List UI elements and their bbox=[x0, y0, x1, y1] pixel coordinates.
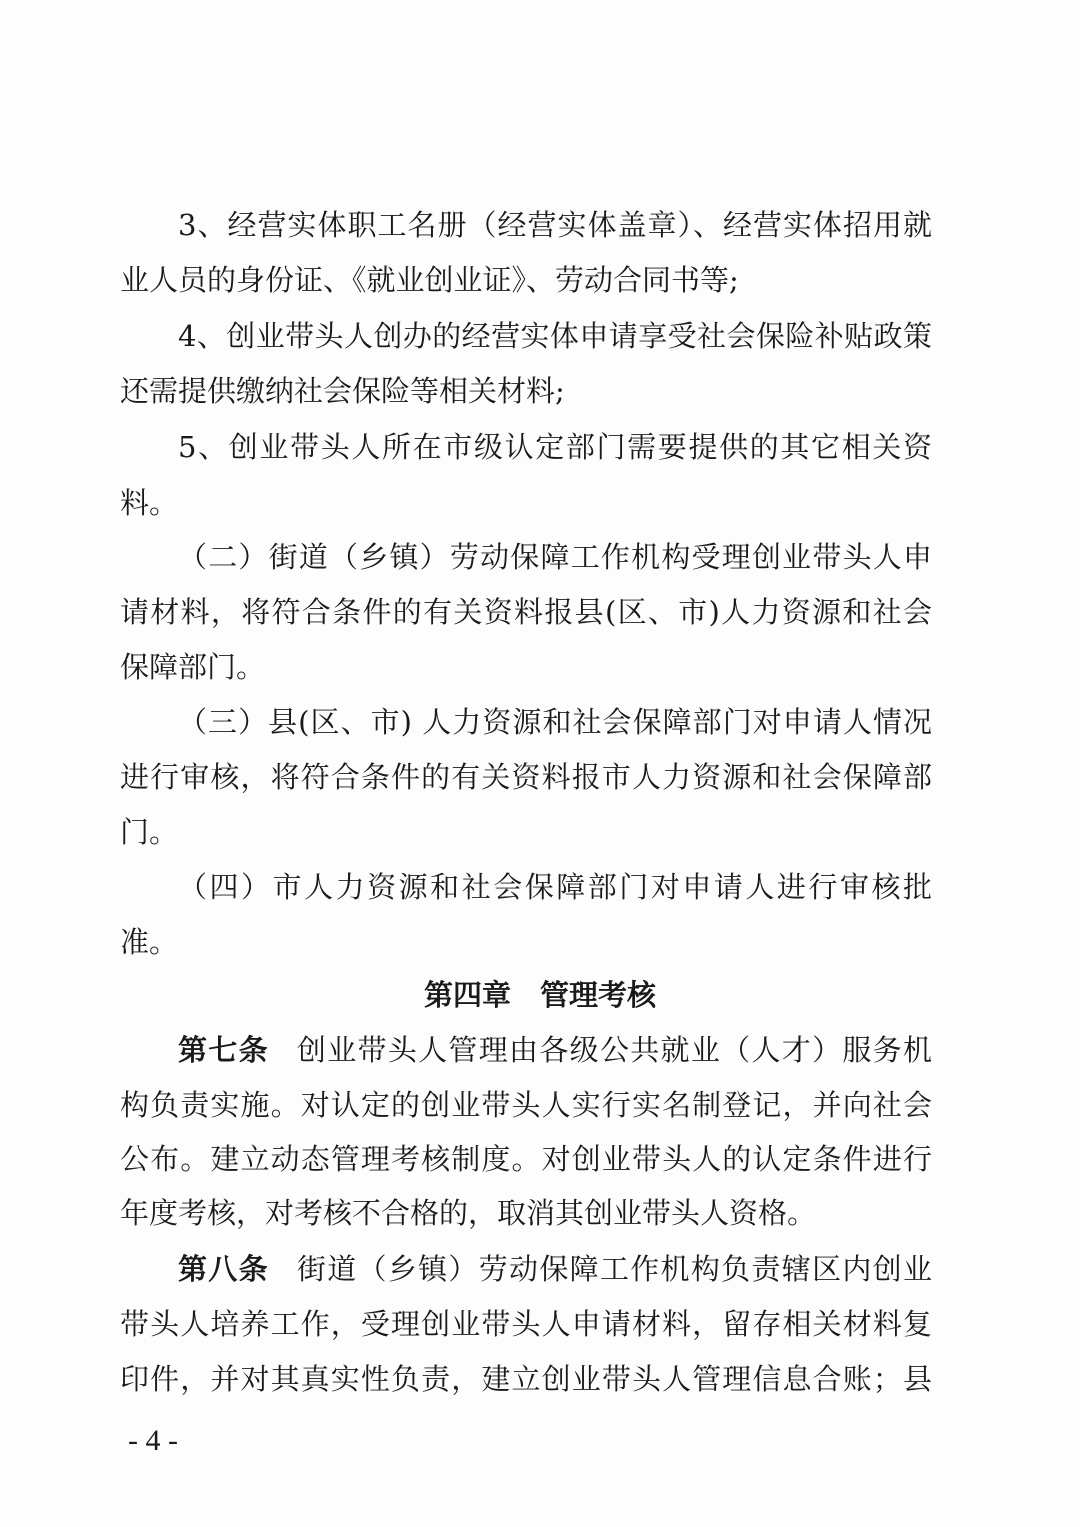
article-8-label: 第八条 bbox=[178, 1252, 269, 1286]
item-4-line-2: 还需提供缴纳社会保险等相关材料; bbox=[120, 374, 565, 408]
step-2-line-1: （二）街道（乡镇）劳动保障工作机构受理创业带头人申 bbox=[178, 540, 932, 574]
step-4-line-1: （四）市人力资源和社会保障部门对申请人进行审核批 bbox=[178, 870, 932, 904]
item-3-line-2: 业人员的身份证、《就业创业证》、劳动合同书等; bbox=[120, 263, 739, 297]
article-7-line-4: 年度考核，对考核不合格的，取消其创业带头人资格。 bbox=[120, 1196, 817, 1230]
step-3-line-2: 进行审核，将符合条件的有关资料报市人力资源和社会保障部 bbox=[120, 760, 932, 794]
item-5-line-2: 料。 bbox=[120, 486, 179, 520]
step-2-line-2: 请材料，将符合条件的有关资料报县(区、市)人力资源和社会 bbox=[120, 595, 932, 629]
item-3-line-1: 3、经营实体职工名册（经营实体盖章）、经营实体招用就 bbox=[178, 208, 932, 242]
article-8-line-2: 带头人培养工作，受理创业带头人申请材料，留存相关材料复 bbox=[120, 1307, 932, 1341]
step-3-line-3: 门。 bbox=[120, 815, 179, 849]
step-3-line-1: （三）县(区、市) 人力资源和社会保障部门对申请人情况 bbox=[178, 705, 932, 739]
step-4-line-2: 准。 bbox=[120, 925, 179, 959]
article-8-line-1-text: 街道（乡镇）劳动保障工作机构负责辖区内创业 bbox=[296, 1252, 932, 1286]
item-4-line-1: 4、创业带头人创办的经营实体申请享受社会保险补贴政策 bbox=[178, 319, 932, 353]
article-8-line-1 bbox=[178, 1246, 932, 1292]
chapter-heading: 第四章 管理考核 bbox=[423, 978, 656, 1012]
article-7-label: 第七条 bbox=[178, 1033, 269, 1067]
item-5-line-1: 5、创业带头人所在市级认定部门需要提供的其它相关资 bbox=[178, 430, 932, 464]
step-2-line-3: 保障部门。 bbox=[120, 650, 266, 684]
article-8-line-3: 印件，并对其真实性负责，建立创业带头人管理信息合账；县 bbox=[120, 1362, 932, 1396]
article-7-line-1 bbox=[178, 1027, 932, 1073]
article-7-line-2: 构负责实施。对认定的创业带头人实行实名制登记，并向社会 bbox=[120, 1088, 932, 1122]
page-number: - 4 - bbox=[128, 1424, 178, 1457]
article-7-line-3: 公布。建立动态管理考核制度。对创业带头人的认定条件进行 bbox=[120, 1142, 932, 1176]
article-7-line-1-text: 创业带头人管理由各级公共就业（人才）服务机 bbox=[296, 1033, 932, 1067]
